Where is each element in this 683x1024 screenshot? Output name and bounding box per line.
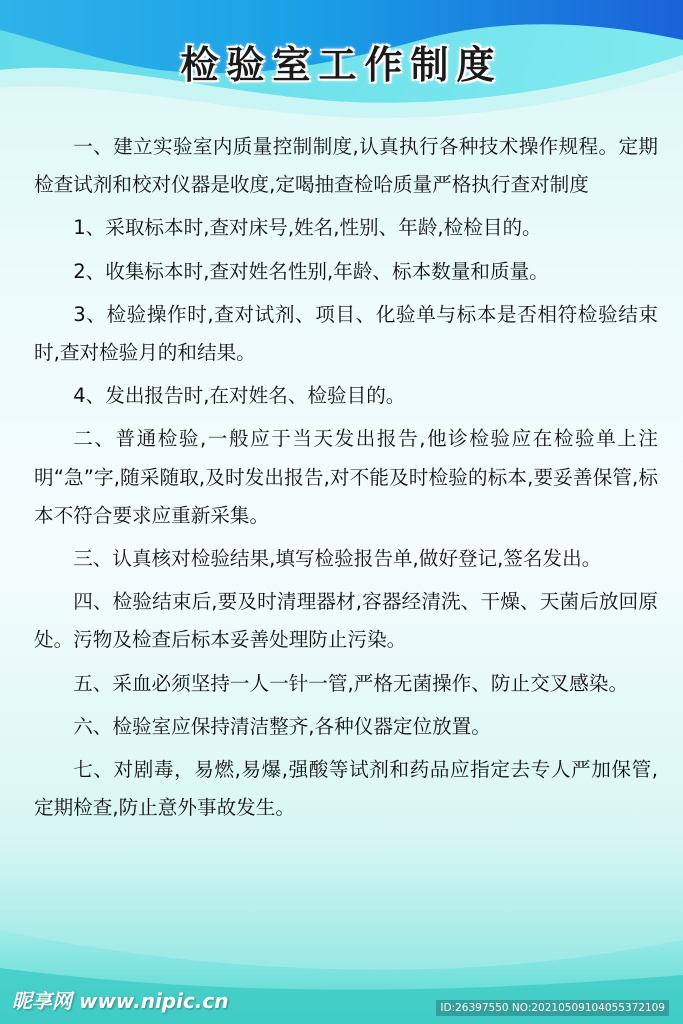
paragraph-9: 五、采血必须坚持一人一针一管,严格无菌操作、防止交叉感染。 — [73, 671, 629, 695]
page-title: 检验室工作制度 — [180, 43, 503, 87]
paragraph-7: 三、认真核对检验结果,填写检验报告单,做好登记,签名发出。 — [73, 547, 602, 571]
rules-content — [34, 128, 658, 832]
watermark-logo: 昵享网 www.nipic.cn — [12, 989, 229, 1013]
paragraph-6: 二、普通检验,一般应于当天发出报告,他诊检验应在检验单上注明“急”字,随采随取,及时发出报告,对不能及时检验的标本,要妥善保管,标本不符合要求应重新采集。 — [34, 427, 658, 527]
paragraph-2: 1、采取标本时,查对床号,姓名,性别、年龄,检检目的。 — [73, 216, 542, 240]
image-id-label: ID:26397550 NO:20210509104055372109 — [436, 1000, 669, 1016]
paragraph-8: 四、检验结束后,要及时清理器材,容器经清洗、干燥、天菌后放回原处。污物及检查后标本妥善处理防止污染。 — [34, 590, 658, 652]
paragraph-5: 4、发出报告时,在对姓名、检验目的。 — [73, 384, 406, 408]
paragraph-10: 六、检验室应保持清洁整齐,各种仪器定位放置。 — [73, 714, 491, 738]
paragraph-3: 2、收集标本时,查对姓名性别,年龄、标本数量和质量。 — [73, 259, 549, 283]
paragraph-4: 3、检验操作时,查对试剂、项目、化验单与标本是否相符检验结束时,查对检验月的和结果。 — [34, 302, 658, 365]
paragraph-11: 七、对剧毒，易燃,易爆,强酸等试剂和药品应指定去专人严加保管,定期检查,防止意外事故发生。 — [34, 758, 658, 820]
paragraph-1: 一、建立实验室内质量控制制度,认真执行各种技术操作规程。定期检查试剂和校对仪器是收度,定喝抽查检哈质量严格执行查对制度 — [34, 135, 658, 197]
